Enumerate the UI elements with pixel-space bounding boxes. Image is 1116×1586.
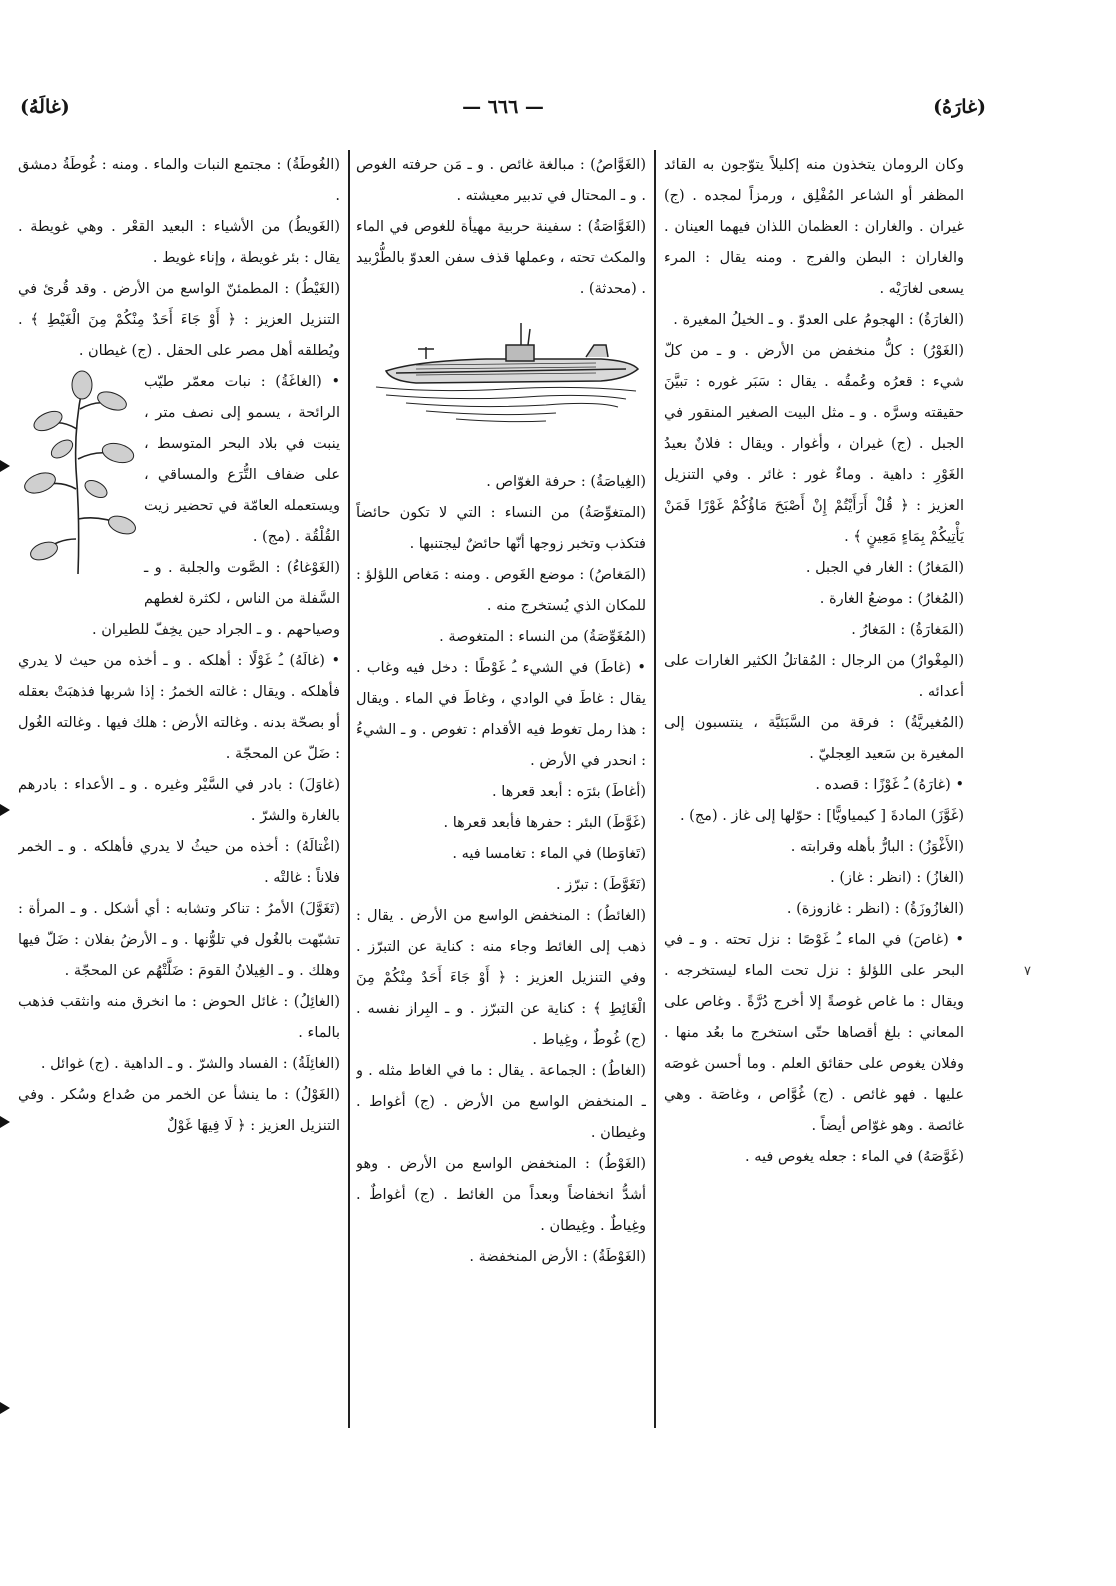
entry: (المُغيريَّةُ) : فرقة من السَّبَئيَّة ، ينتسبون إلى المغيرة بن سَعيد العِجليّ . [664,715,964,762]
margin-arrow-mark [0,804,10,816]
submarine-icon [356,309,646,449]
column-middle [356,150,646,1430]
entry: (الغارَةُ) : الهجومُ على العدوّ . و ـ الخيلُ المغيرة . [673,312,964,328]
entry: (الأَغْوَزُ) : البارُّ بأهله وقرابته . [790,839,964,855]
entry: (المِغْوارُ) من الرجال : المُقاتلُ الكثير الغارات على أعدائه . [664,653,964,700]
entry: (الغائطُ) : المنخفض الواسع من الأرض . يقال : ذهب إلى الغائط وجاء منه : كناية عن التبرّز . وفي التنزيل العزيز : ﴿ أَوْ جَاءَ أَحَدٌ مِنْكُمْ مِنَ الْغَائِطِ ﴾ : كناية عن التبرّز . و ـ البِراز نفسه . (ج) غُوطٌ ، وغِياط . [356,908,646,1048]
entry: (غاوَلَ) : بادر في السَّيْر وغيره . و ـ الأعداء : بادرهم بالغارة والشرّ . [18,777,340,824]
page-number: — ٦٦٦ — [462,96,544,118]
column-divider-right [654,150,656,1428]
entry: (المُغَوِّصَةُ) من النساء : المتغوصة . [439,629,646,645]
entry: (اغْتالَهُ) : أخذه من حيثُ لا يدري فأهلكه . و ـ الخمر فلاناً : غالتْه . [18,839,340,886]
entry: (الغَوْرُ) : كلُّ منخفض من الأرض . و ـ من كلّ شيء : قعرُه وعُمقُه . يقال : سَبَر غوره : تبيَّنَ حقيقته وسرَّه . و ـ مثل البيت الصغير المنقور في الجبل . (ج) غيران ، وأغوار . ويقال : فلانٌ بعيدُ الغَوْرِ : داهية . وماءٌ غور : غائر . وفي التنزيل العزيز : ﴿ قُلْ أَرَأَيْتُمْ إِنْ أَصْبَحَ مَاؤُكُمْ غَوْرًا فَمَنْ يَأْتِيكُمْ بِمَاءٍ مَعِينٍ ﴾ . [664,343,964,545]
margin-arrow-mark [0,1116,10,1128]
page-header [20,96,986,128]
entry: (المَغاصُ) : موضع الغَوص . ومنه : مَغاص اللؤلؤ : للمكان الذي يُستخرج منه . [356,567,646,614]
plant-icon [18,369,138,579]
entry: (الغَوْطُ) : المنخفض الواسع من الأرض . وهو أشدُّ انخفاضاً وبعداً من الغائط . (ج) أغواطٌ . وغِياطٌ . وغِيطان . [356,1156,646,1234]
entry: (الغاطُ) : الجماعة . يقال : ما في الغاط مثله . و ـ المنخفض الواسع من الأرض . (ج) أغواط . وغيطان . [356,1063,646,1141]
submarine-illustration [356,309,646,461]
entry: (المَغارُ) : الغار في الجبل . [805,560,964,576]
entry: (المتغوِّصَةُ) من النساء : التي لا تكون حائضاً فتكذب وتخبر زوجها أنّها حائضٌ ليجتنبها . [356,505,646,552]
entry: (تَغَوَّطَ) : تبرّز . [556,877,646,893]
entry: (الغَوَّاصَةُ) : سفينة حربية مهيأة للغوص في الماء والمكث تحته ، وعملها قذف سفن العدوّ بالطُّرْبيد . (محدثة) . [356,219,646,297]
entry: (تَغَوَّلَ) الأمرُ : تناكر وتشابه : أي أشكل . و ـ المرأة : تشبّهت بالغُول في تلوُّنها . و ـ الأرضُ بفلان : ضَلّ فيها وهلك . و ـ الغِيلانُ القومَ : ضَلَّتْهُم عن المحجّة . [18,901,340,979]
entry: • (غالَهُ) ـُ غَوْلًا : أهلكه . و ـ أخذه من حيث لا يدري فأهلكه . ويقال : غالته الخمرُ : إذا شربها فذهبَتْ بعقله أو بصحّة بدنه . وغالته الأرض : هلك فيها . وغالته الغُول : ضَلّ عن المحجّة . [18,653,340,762]
entry: (غَوَّصَهُ) في الماء : جعله يغوص فيه . [745,1149,964,1165]
entry: (أغاطَ) بئرَه : أبعد قعرها . [492,784,646,800]
entry: (الغَيْطُ) : المطمئنّ الواسع من الأرض . وقد قُرئ في التنزيل العزيز : ﴿ أَوْ جَاءَ أَحَدٌ مِنْكُمْ مِنَ الْغَيْطِ ﴾ . ويُطلقه أهل مصر على الحقل . (ج) غيطان . [18,281,340,359]
entry: (الغَوْغاءُ) : الصَّوت والجلبة . و ـ السَّفلة من الناس ، لكثرة لغطهم وصياحهم . و ـ الجراد حين يخِفّ للطيران . [92,560,340,638]
entry: (الغائِلُ) : غائل الحوض : ما انخرق منه وانثقب فذهب بالماء . [18,994,340,1041]
column-left [18,150,340,1430]
entry: (الغَوْطَةُ) : الأرض المنخفضة . [469,1249,646,1265]
entry: • (الغاغَةُ) : نبات معمّر طيّب الرائحة ، يسمو إلى نصف متر ، ينبت في بلاد البحر المتوسط ، على ضفاف التُّرَع والمساقي ، ويستعمله العامّة في تحضير زيت القُلْقُة . (مج) . [144,374,340,545]
margin-arrow-mark [0,1402,10,1414]
entry: • (غاصَ) في الماء ـُ غَوْصًا : نزل تحته . و ـ في البحر على اللؤلؤ : نزل تحت الماء ليستخرجه . ويقال : ما غاص غوصةً إلا أخرج دُرَّةً . وغاص على المعاني : بلغ أقصاها حتّى استخرج ما بعُد منها . وفلان يغوص على حقائق العلم . وما أحسن غوصَه عليها . فهو غائص . (ج) غُوَّاص ، وغاصَة . وهي غائصة . وهو غوّاص أيضاً . [664,932,964,1134]
entry: (غَوَّزَ) المادةَ [ كيمياويًّا] : حوّلها إلى غاز . (مج) . [679,808,964,824]
entry: (الغَوَّاصُ) : مبالغة غائص . و ـ مَن حرفته الغوص . و ـ المحتال في تدبير معيشته . [356,157,646,204]
entry: (الغَويطُ) من الأشياء : البعيد القعْر . وهي غويطة . يقال : بئر غويطة ، وإناء غويط . [18,219,340,266]
entry: • (غاطَ) في الشيء ـُ غَوْطًا : دخل فيه وغاب . يقال : غاطَ في الوادي ، وغاطَ في الماء . ويقال : هذا رمل تغوط فيه الأقدام : تغوص . و ـ الشيءُ : انحدر في الأرض . [356,660,646,769]
left-guide-word: (غالَهُ) [20,96,70,118]
margin-arrow-mark [0,460,10,472]
right-guide-word: (غارَهُ) [933,96,986,118]
entry: (غَوَّطَ) البئر : حفرها فأبعد قعرها . [443,815,646,831]
entry: (تَغاوَطا) في الماء : تغامسا فيه . [452,846,646,862]
column-right [664,150,964,1430]
entry: (الغَوْلُ) : ما ينشأ عن الخمر من صُداع وسُكر . وفي التنزيل العزيز : ﴿ لَا فِيهَا غَوْلٌ [18,1087,340,1134]
entry: (الغِياصَةُ) : حرفة الغوّاص . [486,474,646,490]
entry: (المُغارُ) : موضعُ الغارة . [819,591,964,607]
entry: (الغازُ) : (انظر : غاز) . [830,870,964,886]
entry: وكان الرومان يتخذون منه إكليلاً يتوّجون به القائد المظفر أو الشاعر المُفْلِق ، ورمزاً لمجده . (ج) غيران . والغاران : العظمان اللذان فيهما العينان . والغاران : البطن والفرج . ومنه يقال : المرء يسعى لغارَيْه . [664,157,964,297]
entry: (الغائِلَةُ) : الفساد والشرّ . و ـ الداهية . (ج) غوائل . [40,1056,340,1072]
column-divider-left [348,150,350,1428]
entry: (المَغارَةُ) : المَغارُ . [851,622,964,638]
entry: • (غارَهُ) ـُ غَوْزًا : قصده . [815,777,964,793]
margin-note: ٧ [1024,964,1031,979]
entry: (الغُوطَةُ) : مجتمع النبات والماء . ومنه : غُوطَةُ دمشق . [18,157,340,204]
plant-illustration [18,369,138,591]
entry: (الغازُوزَةُ) : (انظر : غازوزة) . [786,901,964,917]
